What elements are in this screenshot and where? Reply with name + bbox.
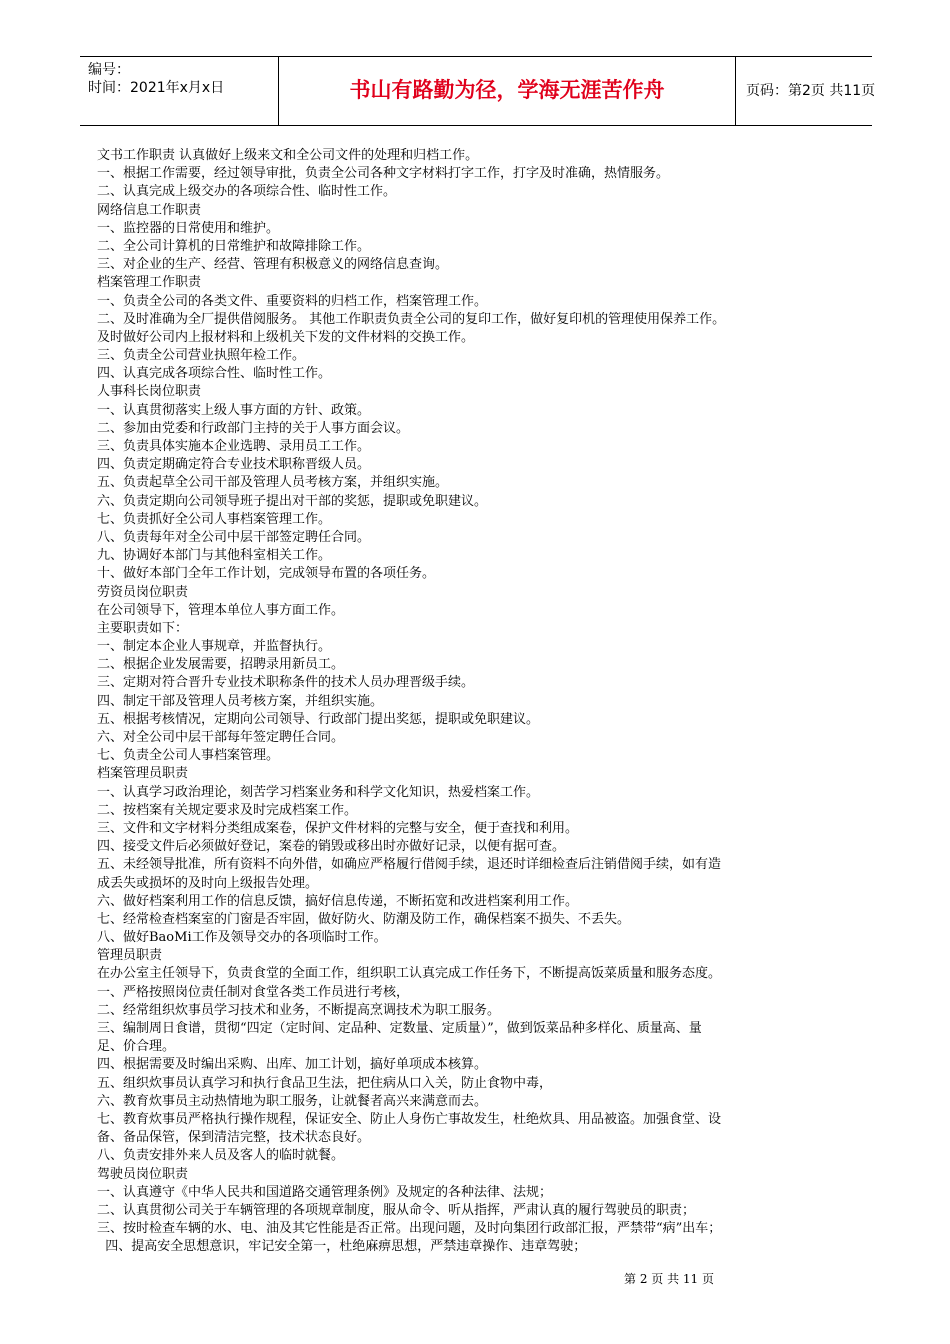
header-page-info: 页码：第2页 共11页	[746, 83, 876, 99]
body-text-line: 三、编制周日食谱，贯彻“四定（定时间、定品种、定数量、定质量）”，做到饭菜品种多样化、质量高、量	[97, 1021, 702, 1036]
body-text-line: 六、做好档案利用工作的信息反馈，搞好信息传递，不断拓宽和改进档案利用工作。	[97, 893, 579, 909]
body-text-line: 二、及时准确为全厂提供借阅服务。 其他工作职责负责全公司的复印工作，做好复印机的管理使用保养工作。	[97, 311, 726, 327]
body-text-line: 八、做好BaoMi工作及领导交办的各项临时工作。	[97, 930, 387, 946]
body-text-line: 一、严格按照岗位责任制对食堂各类工作员进行考核，	[97, 984, 410, 1000]
body-text-line: 九、协调好本部门与其他科室相关工作。	[97, 548, 332, 564]
body-text-line: 一、根据工作需要，经过领导审批，负责全公司各种文字材料打字工作，打字及时准确，热情服务。	[97, 166, 670, 182]
body-text-line: 及时做好公司内上报材料和上级机关下发的文件材料的交换工作。	[97, 329, 475, 345]
body-text-line: 一、认真贯彻落实上级人事方面的方针、政策。	[97, 402, 371, 418]
body-text-line: 六、负责定期向公司领导班子提出对干部的奖惩，提职或免职建议。	[97, 493, 488, 509]
body-text-line: 人事科长岗位职责	[97, 384, 202, 400]
body-text-line: 劳资员岗位职责	[97, 584, 189, 600]
body-text-line: 四、根据需要及时编出采购、出库、加工计划，搞好单项成本核算。	[97, 1057, 488, 1073]
body-text-line: 足、价合理。	[97, 1039, 176, 1055]
body-text-line: 驾驶员岗位职责	[97, 1166, 189, 1182]
body-text-line: 二、全公司计算机的日常维护和故障排除工作。	[97, 238, 371, 254]
body-text-line: 七、负责抓好全公司人事档案管理工作。	[97, 511, 332, 527]
body-text-line: 六、教育炊事员主动热情地为职工服务，让就餐者高兴来满意而去。	[97, 1093, 488, 1109]
body-text-line: 三、定期对符合晋升专业技术职称条件的技术人员办理晋级手续。	[97, 675, 475, 691]
page-footer: 第 2 页 共 11 页	[624, 1272, 714, 1286]
body-text-line: 五、根据考核情况，定期向公司领导、行政部门提出奖惩，提职或免职建议。	[97, 711, 540, 727]
body-text-line: 四、认真完成各项综合性、临时性工作。	[97, 366, 332, 382]
body-text-line: 七、负责全公司人事档案管理。	[97, 748, 280, 764]
body-text-line: 成丢失或损坏的及时向上级报告处理。	[97, 875, 319, 891]
body-text-line: 四、负责定期确定符合专业技术职称晋级人员。	[97, 457, 371, 473]
body-text-line: 一、认真学习政治理论，刻苦学习档案业务和科学文化知识，热爱档案工作。	[97, 784, 540, 800]
body-text-line: 四、接受文件后必须做好登记，案卷的销毁或移出时亦做好记录，以便有据可查。	[97, 839, 566, 855]
body-text-line: 一、负责全公司的各类文件、重要资料的归档工作，档案管理工作。	[97, 293, 488, 309]
body-text-line: 二、认真贯彻公司关于车辆管理的各项规章制度，服从命令、听从指挥，严肃认真的履行驾驶员的职责；	[97, 1202, 696, 1218]
body-text-line: 文书工作职责 认真做好上级来文和全公司文件的处理和归档工作。	[97, 148, 479, 163]
body-text-line: 四、制定干部及管理人员考核方案，并组织实施。	[97, 693, 384, 709]
body-text-line: 五、未经领导批准，所有资料不向外借，如确应严格履行借阅手续，退还时详细检查后注销借阅手续，如有造	[97, 857, 722, 873]
body-text-line: 档案管理员职责	[97, 766, 189, 782]
body-text-line: 三、按时检查车辆的水、电、油及其它性能是否正常。出现问题，及时向集团行政部汇报，严禁带“病”出车；	[97, 1221, 722, 1237]
body-text-line: 七、教育炊事员严格执行操作规程，保证安全、防止人身伤亡事故发生，杜绝炊具、用品被盗。加强食堂、设	[97, 1111, 722, 1127]
body-text-line: 备、备品保管，保到清洁完整，技术状态良好。	[97, 1130, 371, 1146]
document-number-label: 编号：	[88, 62, 130, 78]
body-text-line: 档案管理工作职责	[97, 275, 202, 291]
body-text-line: 在公司领导下，管理本单位人事方面工作。	[97, 602, 345, 618]
body-text-line: 三、负责具体实施本企业选聘、录用员工工作。	[97, 439, 371, 454]
page-header	[80, 56, 876, 126]
body-text-line: 八、负责安排外来人员及客人的临时就餐。	[97, 1148, 345, 1164]
body-text-line: 四、提高安全思想意识，牢记安全第一，杜绝麻痹思想，严禁违章操作、违章驾驶；	[97, 1239, 587, 1255]
body-text-line: 二、根据企业发展需要，招聘录用新员工。	[97, 657, 345, 673]
document-body	[97, 147, 872, 1256]
document-time-label: 时间：2021年x月x日	[88, 80, 225, 96]
body-text-line: 一、认真遵守《中华人民共和国道路交通管理条例》及规定的各种法律、法规；	[97, 1184, 553, 1200]
header-meta	[80, 57, 278, 125]
body-text-line: 三、对企业的生产、经营、管理有积极意义的网络信息查询。	[97, 257, 449, 273]
header-motto: 书山有路勤为径，学海无涯苦作舟	[278, 57, 736, 125]
body-text-line: 一、制定本企业人事规章，并监督执行。	[97, 639, 332, 655]
body-text-line: 十、做好本部门全年工作计划，完成领导布置的各项任务。	[97, 566, 436, 582]
body-text-line: 在办公室主任领导下，负责食堂的全面工作，组织职工认真完成工作任务下，不断提高饭菜质量和服务态度。	[97, 966, 722, 982]
body-text-line: 二、按档案有关规定要求及时完成档案工作。	[97, 802, 358, 818]
body-text-line: 二、认真完成上级交办的各项综合性、临时性工作。	[97, 184, 397, 200]
body-text-line: 六、对全公司中层干部每年签定聘任合同。	[97, 730, 345, 745]
body-text-line: 七、经常检查档案室的门窗是否牢固，做好防火、防潮及防工作，确保档案不损失、不丢失。	[97, 911, 631, 927]
body-text-line: 二、经常组织炊事员学习技术和业务，不断提高烹调技术为职工服务。	[97, 1002, 501, 1018]
body-text-line: 主要职责如下：	[97, 620, 189, 636]
body-text-line: 八、负责每年对全公司中层干部签定聘任合同。	[97, 529, 371, 545]
body-text-line: 管理员职责	[97, 948, 163, 964]
body-text-line: 网络信息工作职责	[97, 202, 202, 218]
body-text-line: 五、组织炊事员认真学习和执行食品卫生法，把住病从口入关，防止食物中毒，	[97, 1075, 553, 1091]
body-text-line: 一、监控器的日常使用和维护。	[97, 220, 280, 236]
body-text-line: 三、负责全公司营业执照年检工作。	[97, 348, 306, 364]
body-text-line: 五、负责起草全公司干部及管理人员考核方案，并组织实施。	[97, 475, 449, 491]
body-text-line: 三、文件和文字材料分类组成案卷，保护文件材料的完整与安全，便于查找和利用。	[97, 820, 579, 836]
body-text-line: 二、参加由党委和行政部门主持的关于人事方面会议。	[97, 420, 410, 436]
